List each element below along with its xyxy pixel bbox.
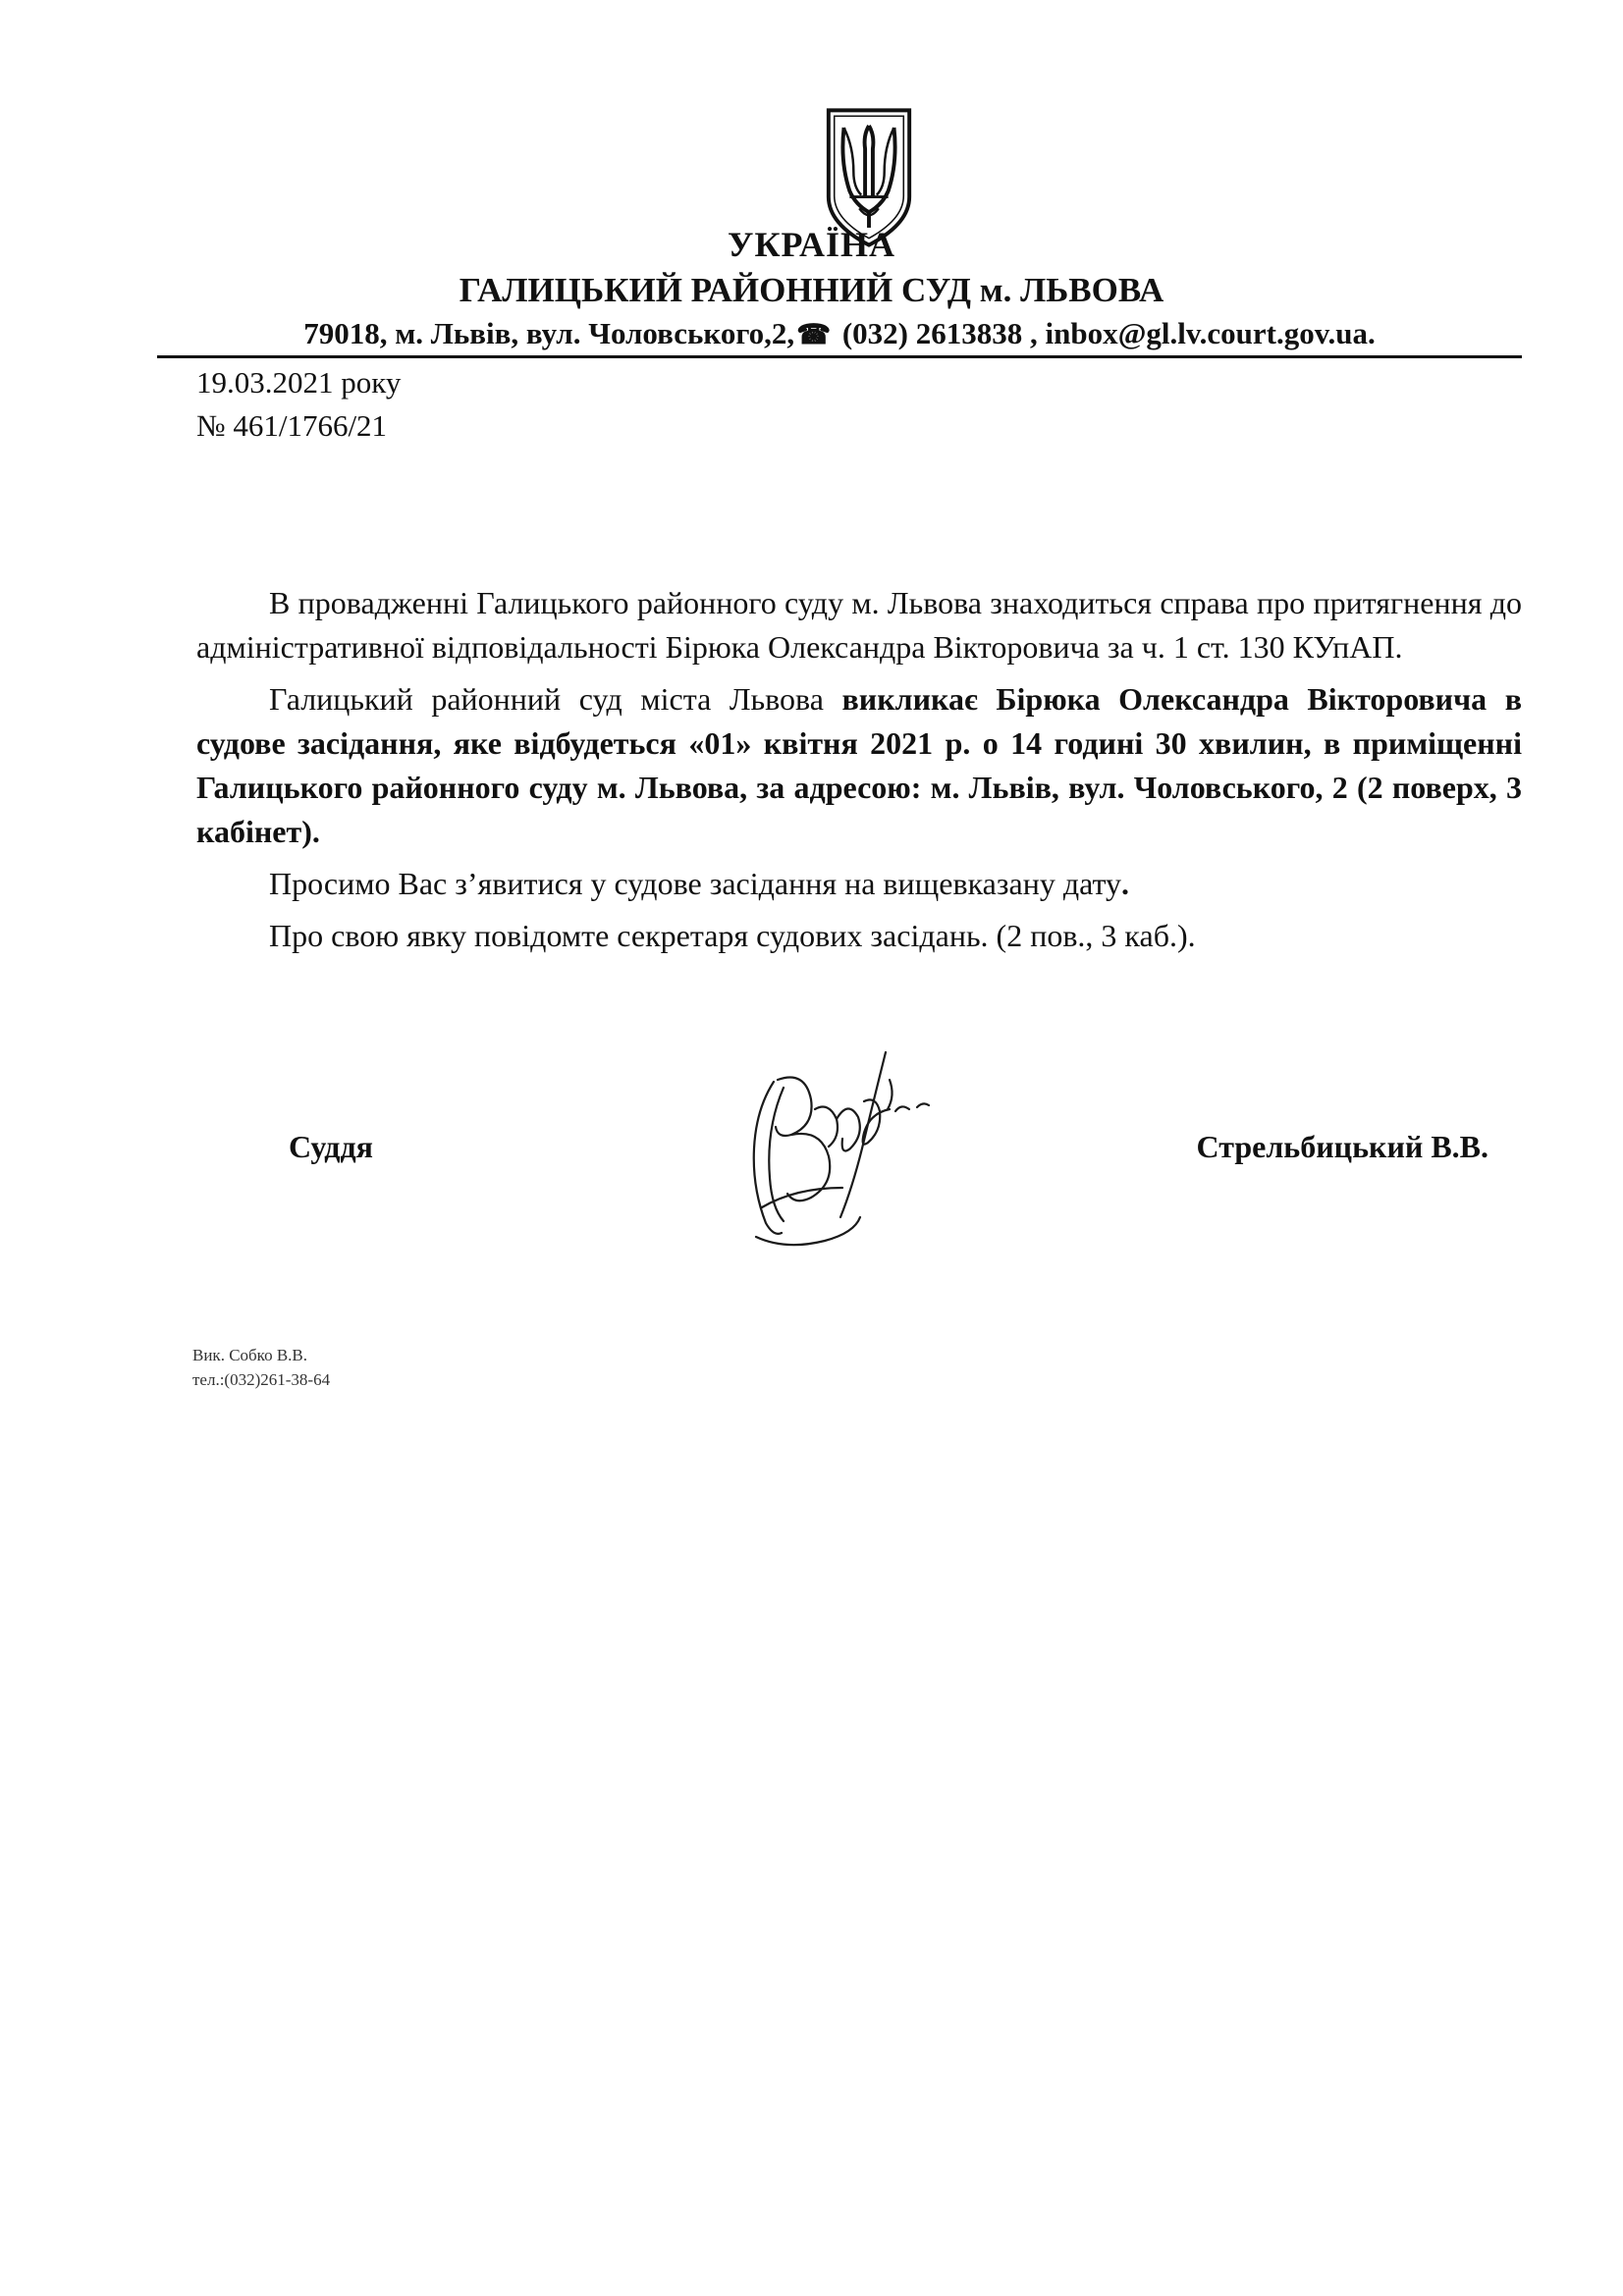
telephone-icon: ☎ (796, 320, 832, 350)
court-address (157, 316, 1522, 358)
case-number: № 461/1766/21 (196, 408, 388, 443)
executor-phone: тел.:(032)261-38-64 (192, 1370, 331, 1389)
judge-name: Стрельбицький В.В. (1196, 1129, 1488, 1164)
executor-name: Вик. Собко В.В. (192, 1346, 308, 1364)
paragraph-case: В провадженні Галицького районного суду м. Львова знаходиться справа про притягнення до адміністративної відповідальності Бірюка Олександра Вікторовича за ч. 1 ст. 130 КУпАП. (196, 585, 1522, 665)
judge-label: Суддя (289, 1129, 373, 1164)
paragraph-request (196, 862, 1522, 906)
address-text: 79018, м. Львів, вул. Чоловського,2, (303, 316, 795, 350)
document-date: 19.03.2021 року (196, 365, 402, 400)
letter-body (196, 581, 1522, 958)
contacts-text: (032) 2613838 , inbox@gl.lv.court.gov.ua. (835, 316, 1376, 350)
summons-intro: Галицький районний суд міста Львова (269, 681, 842, 717)
request-period: . (1121, 866, 1130, 901)
request-text: Просимо Вас з’явитися у судове засідання на вищевказану дату (269, 866, 1122, 901)
court-name: ГАЛИЦЬКИЙ РАЙОННИЙ СУД м. ЛЬВОВА (459, 271, 1164, 309)
handwritten-signature (727, 1041, 962, 1276)
paragraph-notify: Про свою явку повідомте секретаря судових засідань. (2 пов., 3 каб.). (269, 918, 1196, 953)
summons-details: викликає Бірюка Олександра Вікторовича в судове засідання, яке відбудеться «01» квітня 2021 р. о 14 годині 30 хвилин, в приміщенні Галицького районного суду м. Львова, за адресою: м. Львів, вул. Чоловського, 2 (2 поверх, 3 кабінет). (196, 681, 1523, 849)
paragraph-summons (196, 677, 1522, 854)
country-title: УКРАЇНА (728, 225, 895, 264)
